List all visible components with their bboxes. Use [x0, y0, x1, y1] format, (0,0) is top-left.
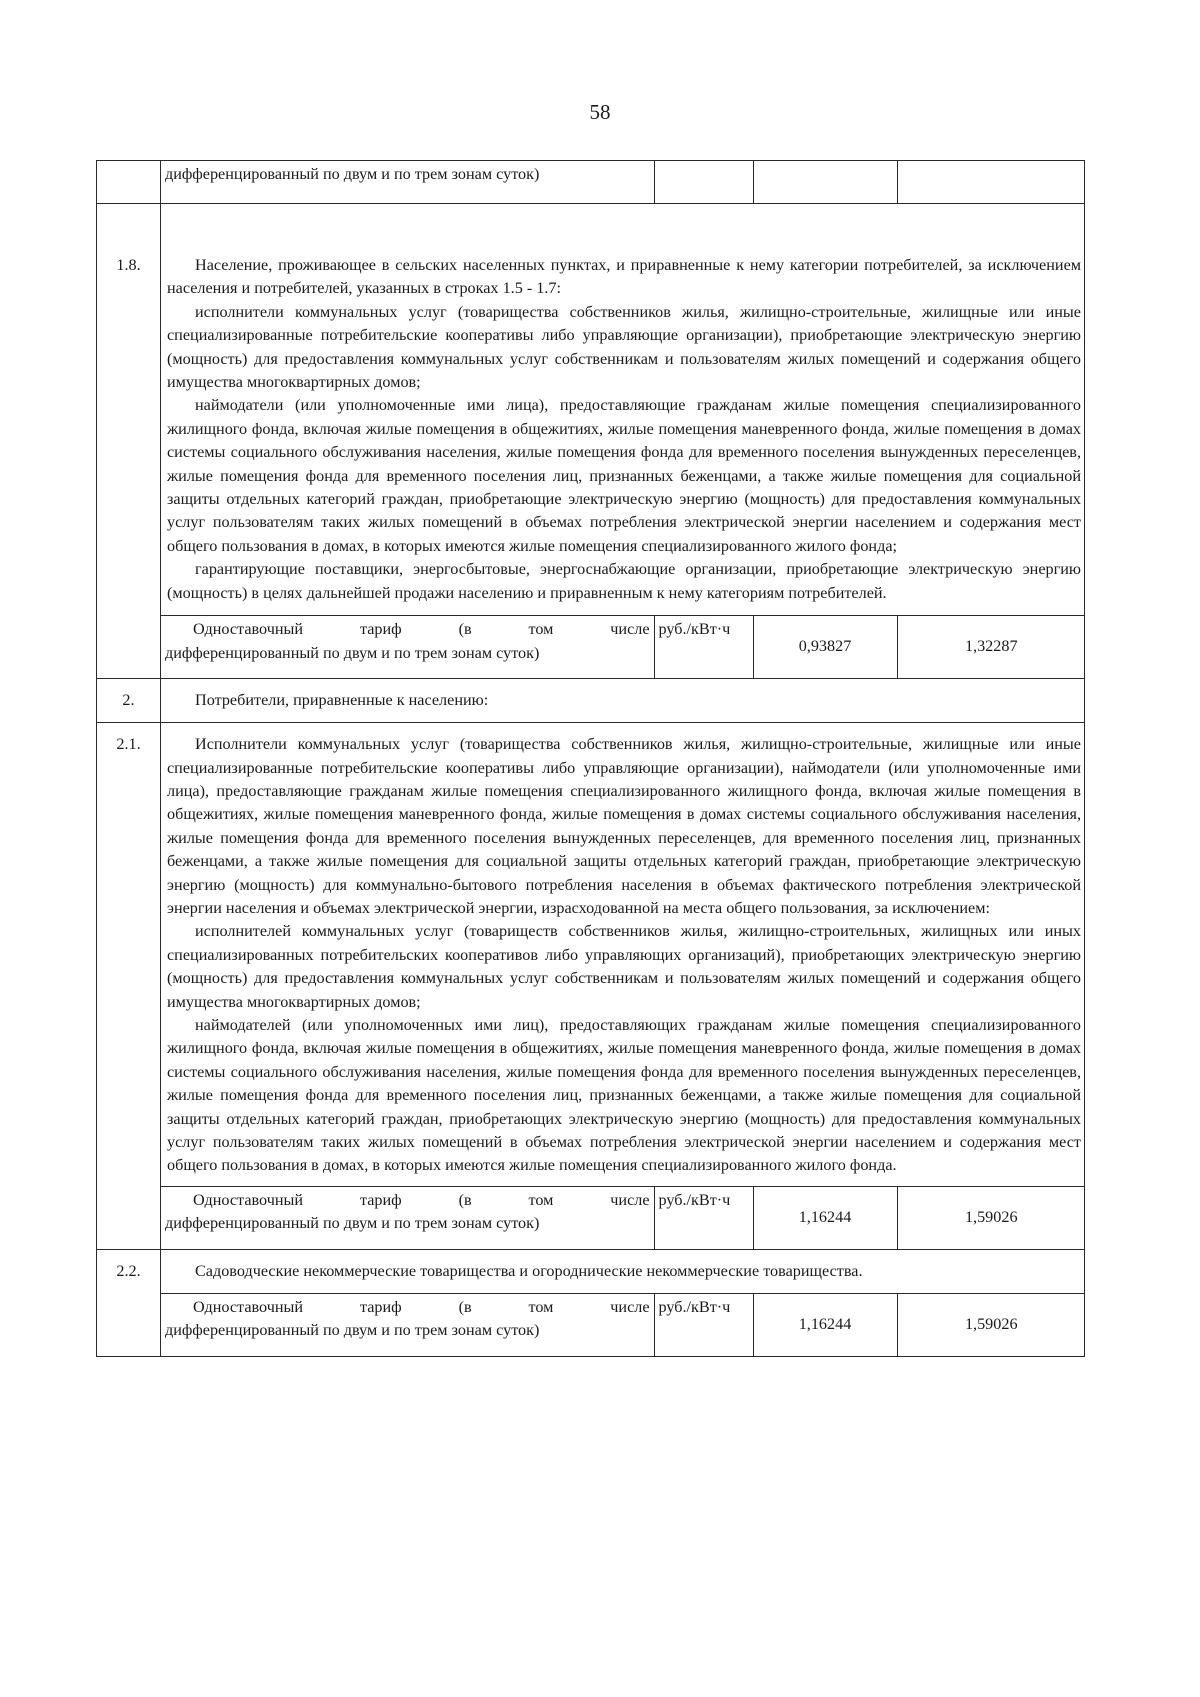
tariff-unit: руб./кВт·ч [654, 616, 753, 678]
paragraph: наймодатели (или уполномоченные ими лица), предоставляющие гражданам жилые помещения специализированного жилищного фонда, включая жилые помещения в общежитиях, жилые помещения маневренного фонда, жилые помещения в домах системы социального обслуживания населения, жилые помещения фонда для временного поселения вынужденных переселенцев, жилые помещения фонда для временного поселения лиц, признанных беженцами, а также жилые помещения для социальной защиты отдельных категорий граждан, приобретающие электрическую энергию (мощность) для предоставления коммунальных услуг пользователям таких жилых помещений в объемах потребления электрической энергии населением и содержания мест общего пользования в домах, в которых имеются жилые помещения специализированного жилого фонда; [167, 396, 1081, 555]
table-row [97, 1249, 1085, 1293]
page-number: 58 [589, 100, 611, 124]
tariff-value-1: 1,16244 [753, 1187, 897, 1249]
tariff-label [161, 1294, 654, 1356]
paragraph: наймодателей (или уполномоченных ими лиц), предоставляющих гражданам жилые помещения специализированного жилищного фонда, включая жилые помещения в общежитиях, жилые помещения маневренного фонда, жилые помещения в домах системы социального обслуживания населения, жилые помещения фонда для временного поселения вынужденных переселенцев, жилые помещения фонда для временного поселения лиц, признанных беженцами, а также жилые помещения для социальной защиты отдельных категорий граждан, приобретающих электрическую энергию (мощность) для предоставления коммунальных услуг пользователям таких жилых помещений в объемах потребления электрической энергии населением и содержания мест общего пользования в домах, в которых имеются жилые помещения специализированного жилого фонда. [167, 1015, 1081, 1175]
tariff-subtable [161, 616, 1085, 678]
table-row [97, 616, 1085, 679]
tariff-value-1: 1,16244 [753, 1294, 897, 1356]
tariff-unit: руб./кВт·ч [654, 1294, 753, 1356]
table-row [97, 1186, 1085, 1249]
row-description [161, 1249, 1085, 1293]
row-description [161, 204, 1085, 616]
tariff-value-2: 1,32287 [897, 616, 1085, 678]
row-number: 2. [97, 679, 161, 723]
table-row [97, 723, 1085, 1187]
paragraph: Садоводческие некоммерческие товарищества и огороднические некоммерческие товарищества. [195, 1261, 863, 1280]
tariff-label-line2: дифференцированный по двум и по трем зонам суток) [165, 1321, 540, 1340]
paragraph: исполнителей коммунальных услуг (товариществ собственников жилья, жилищно-строительных, жилищных или иных специализированных потребительских кооперативов либо управляющих организаций), приобретающих электрическую энергию (мощность) для предоставления коммунальных услуг собственникам и пользователям жилых помещений и содержания общего имущества многоквартирных домов; [167, 922, 1081, 1011]
table-row [97, 204, 1085, 616]
row-description [161, 723, 1085, 1187]
tariff-label [161, 1187, 654, 1249]
tariff-label-line1: Одноставочный тариф (в том числе [193, 1297, 650, 1316]
row-number: 2.1. [97, 723, 161, 1187]
paragraph: гарантирующие поставщики, энергосбытовые, энергоснабжающие организации, приобретающие электрическую энергию (мощность) в целях дальнейшей продажи населению и приравненным к нему категориям потребителей. [167, 560, 1081, 602]
paragraph: Исполнители коммунальных услуг (товарищества собственников жилья, жилищно-строительные, жилищные или иные специализированные потребительские кооперативы либо управляющие организации), наймодатели (или уполномоченные ими лица), предоставляющие гражданам жилые помещения специализированного жилищного фонда, включая жилые помещения в общежитиях, жилые помещения маневренного фонда, жилые помещения в домах системы социального обслуживания населения, жилые помещения фонда для временного поселения вынужденных переселенцев, для временного поселения лиц, признанных беженцами, а также жилые помещения для социальной защиты отдельных категорий граждан, приобретающие электрическую энергию (мощность) для коммунально-бытового потребления населения в объемах фактического потребления электрической энергии населения и объемах электрической энергии, израсходованной на места общего пользования, за исключением: [167, 735, 1081, 917]
paragraph: Население, проживающее в сельских населенных пунктах, и приравненные к нему категории потребителей, за исключением населения и потребителей, указанных в строках 1.5 - 1.7: [167, 256, 1081, 298]
row-number-cell [97, 161, 161, 204]
tariff-value-2: 1,59026 [897, 1187, 1085, 1249]
tariff-label [161, 616, 654, 678]
unit-cell [654, 161, 753, 203]
paragraph: исполнители коммунальных услуг (товарищества собственников жилья, жилищно-строительные, жилищные или иные специализированные потребительские кооперативы либо управляющие организации), приобретающие электрическую энергию (мощность) для предоставления коммунальных услуг собственникам и пользователям жилых помещений и содержания общего имущества многоквартирных домов; [167, 302, 1081, 392]
row-description [161, 679, 1085, 723]
tariff-subtable [161, 161, 1085, 203]
tariff-label-line1: Одноставочный тариф (в том числе [193, 620, 650, 639]
table-row [97, 161, 1085, 204]
tariff-subtable [161, 1294, 1085, 1356]
value-cell [897, 161, 1085, 203]
tariff-label: дифференцированный по двум и по трем зонам суток) [161, 161, 654, 203]
row-number: 2.2. [97, 1249, 161, 1293]
tariff-subtable [161, 1187, 1085, 1249]
tariff-table [96, 160, 1085, 1357]
table-row [97, 1293, 1085, 1356]
value-cell [753, 161, 897, 203]
row-number: 1.8. [97, 204, 161, 616]
paragraph: Потребители, приравненные к населению: [195, 690, 489, 709]
tariff-label-line2: дифференцированный по двум и по трем зонам суток) [165, 1214, 540, 1233]
tariff-value-2: 1,59026 [897, 1294, 1085, 1356]
tariff-unit: руб./кВт·ч [654, 1187, 753, 1249]
table-row [97, 679, 1085, 723]
tariff-label-line1: Одноставочный тариф (в том числе [193, 1190, 650, 1209]
tariff-value-1: 0,93827 [753, 616, 897, 678]
tariff-label-line2: дифференцированный по двум и по трем зонам суток) [165, 643, 540, 662]
